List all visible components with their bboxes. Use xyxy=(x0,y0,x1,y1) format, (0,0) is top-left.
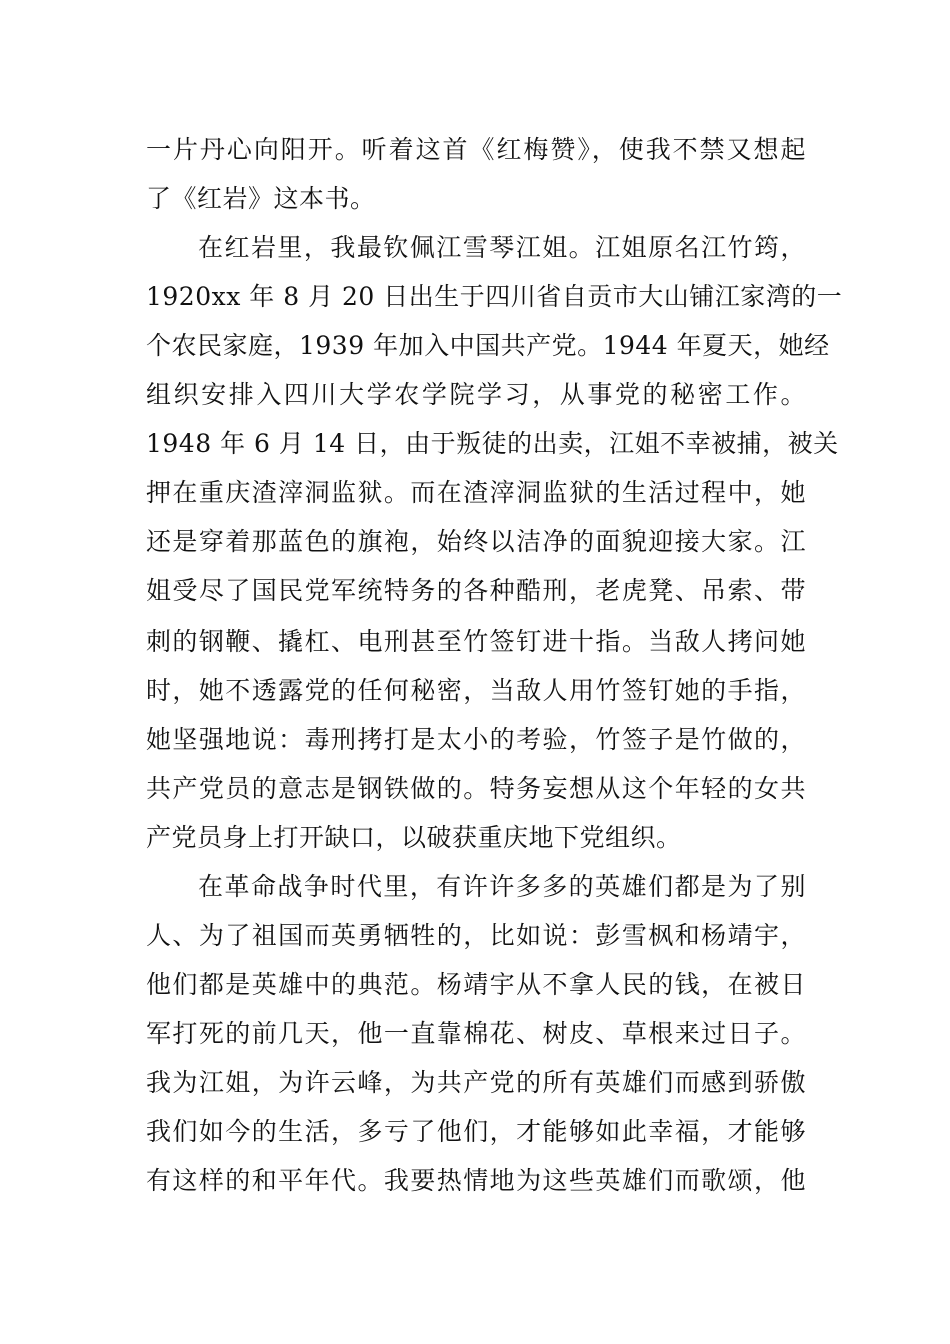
text-line: 人、为了祖国而英勇牺牲的，比如说：彭雪枫和杨靖宇， xyxy=(146,921,806,950)
text-line: 1920xx 年 8 月 20 日出生于四川省自贡市大山铺江家湾的一 xyxy=(146,282,843,311)
paragraph-start-line: 在红岩里，我最钦佩江雪琴江姐。江姐原名江竹筠， xyxy=(198,233,806,262)
text-line: 有这样的和平年代。我要热情地为这些英雄们而歌颂，他 xyxy=(146,1166,806,1195)
text-line: 时，她不透露党的任何秘密，当敌人用竹签钉她的手指， xyxy=(146,676,806,705)
text-line: 个农民家庭，1939 年加入中国共产党。1944 年夏天，她经 xyxy=(146,331,830,360)
text-line: 押在重庆渣滓洞监狱。而在渣滓洞监狱的生活过程中，她 xyxy=(146,478,806,507)
text-line: 我为江姐，为许云峰，为共产党的所有英雄们而感到骄傲 xyxy=(146,1068,806,1097)
text-line: 军打死的前几天，他一直靠棉花、树皮、草根来过日子。 xyxy=(146,1019,806,1048)
text-line: 了《红岩》这本书。 xyxy=(146,184,376,213)
text-line: 刺的钢鞭、撬杠、电刑甚至竹签钉进十指。当敌人拷问她 xyxy=(146,627,806,656)
text-line: 组织安排入四川大学农学院学习，从事党的秘密工作。 xyxy=(146,380,806,409)
text-line: 还是穿着那蓝色的旗袍，始终以洁净的面貌迎接大家。江 xyxy=(146,527,806,556)
text-line: 我们如今的生活，多亏了他们，才能够如此幸福，才能够 xyxy=(146,1117,806,1146)
text-line: 他们都是英雄中的典范。杨靖宇从不拿人民的钱，在被日 xyxy=(146,970,806,999)
paragraph-start-line: 在革命战争时代里，有许许多多的英雄们都是为了别 xyxy=(198,872,806,901)
text-line: 她坚强地说：毒刑拷打是太小的考验，竹签子是竹做的， xyxy=(146,725,806,754)
text-line: 共产党员的意志是钢铁做的。特务妄想从这个年轻的女共 xyxy=(146,774,806,803)
text-line: 1948 年 6 月 14 日，由于叛徒的出卖，江姐不幸被捕，被关 xyxy=(146,429,839,458)
text-line: 姐受尽了国民党军统特务的各种酷刑，老虎凳、吊索、带 xyxy=(146,576,806,605)
text-line: 产党员身上打开缺口，以破获重庆地下党组织。 xyxy=(146,823,682,852)
text-line: 一片丹心向阳开。听着这首《红梅赞》，使我不禁又想起 xyxy=(146,135,806,164)
